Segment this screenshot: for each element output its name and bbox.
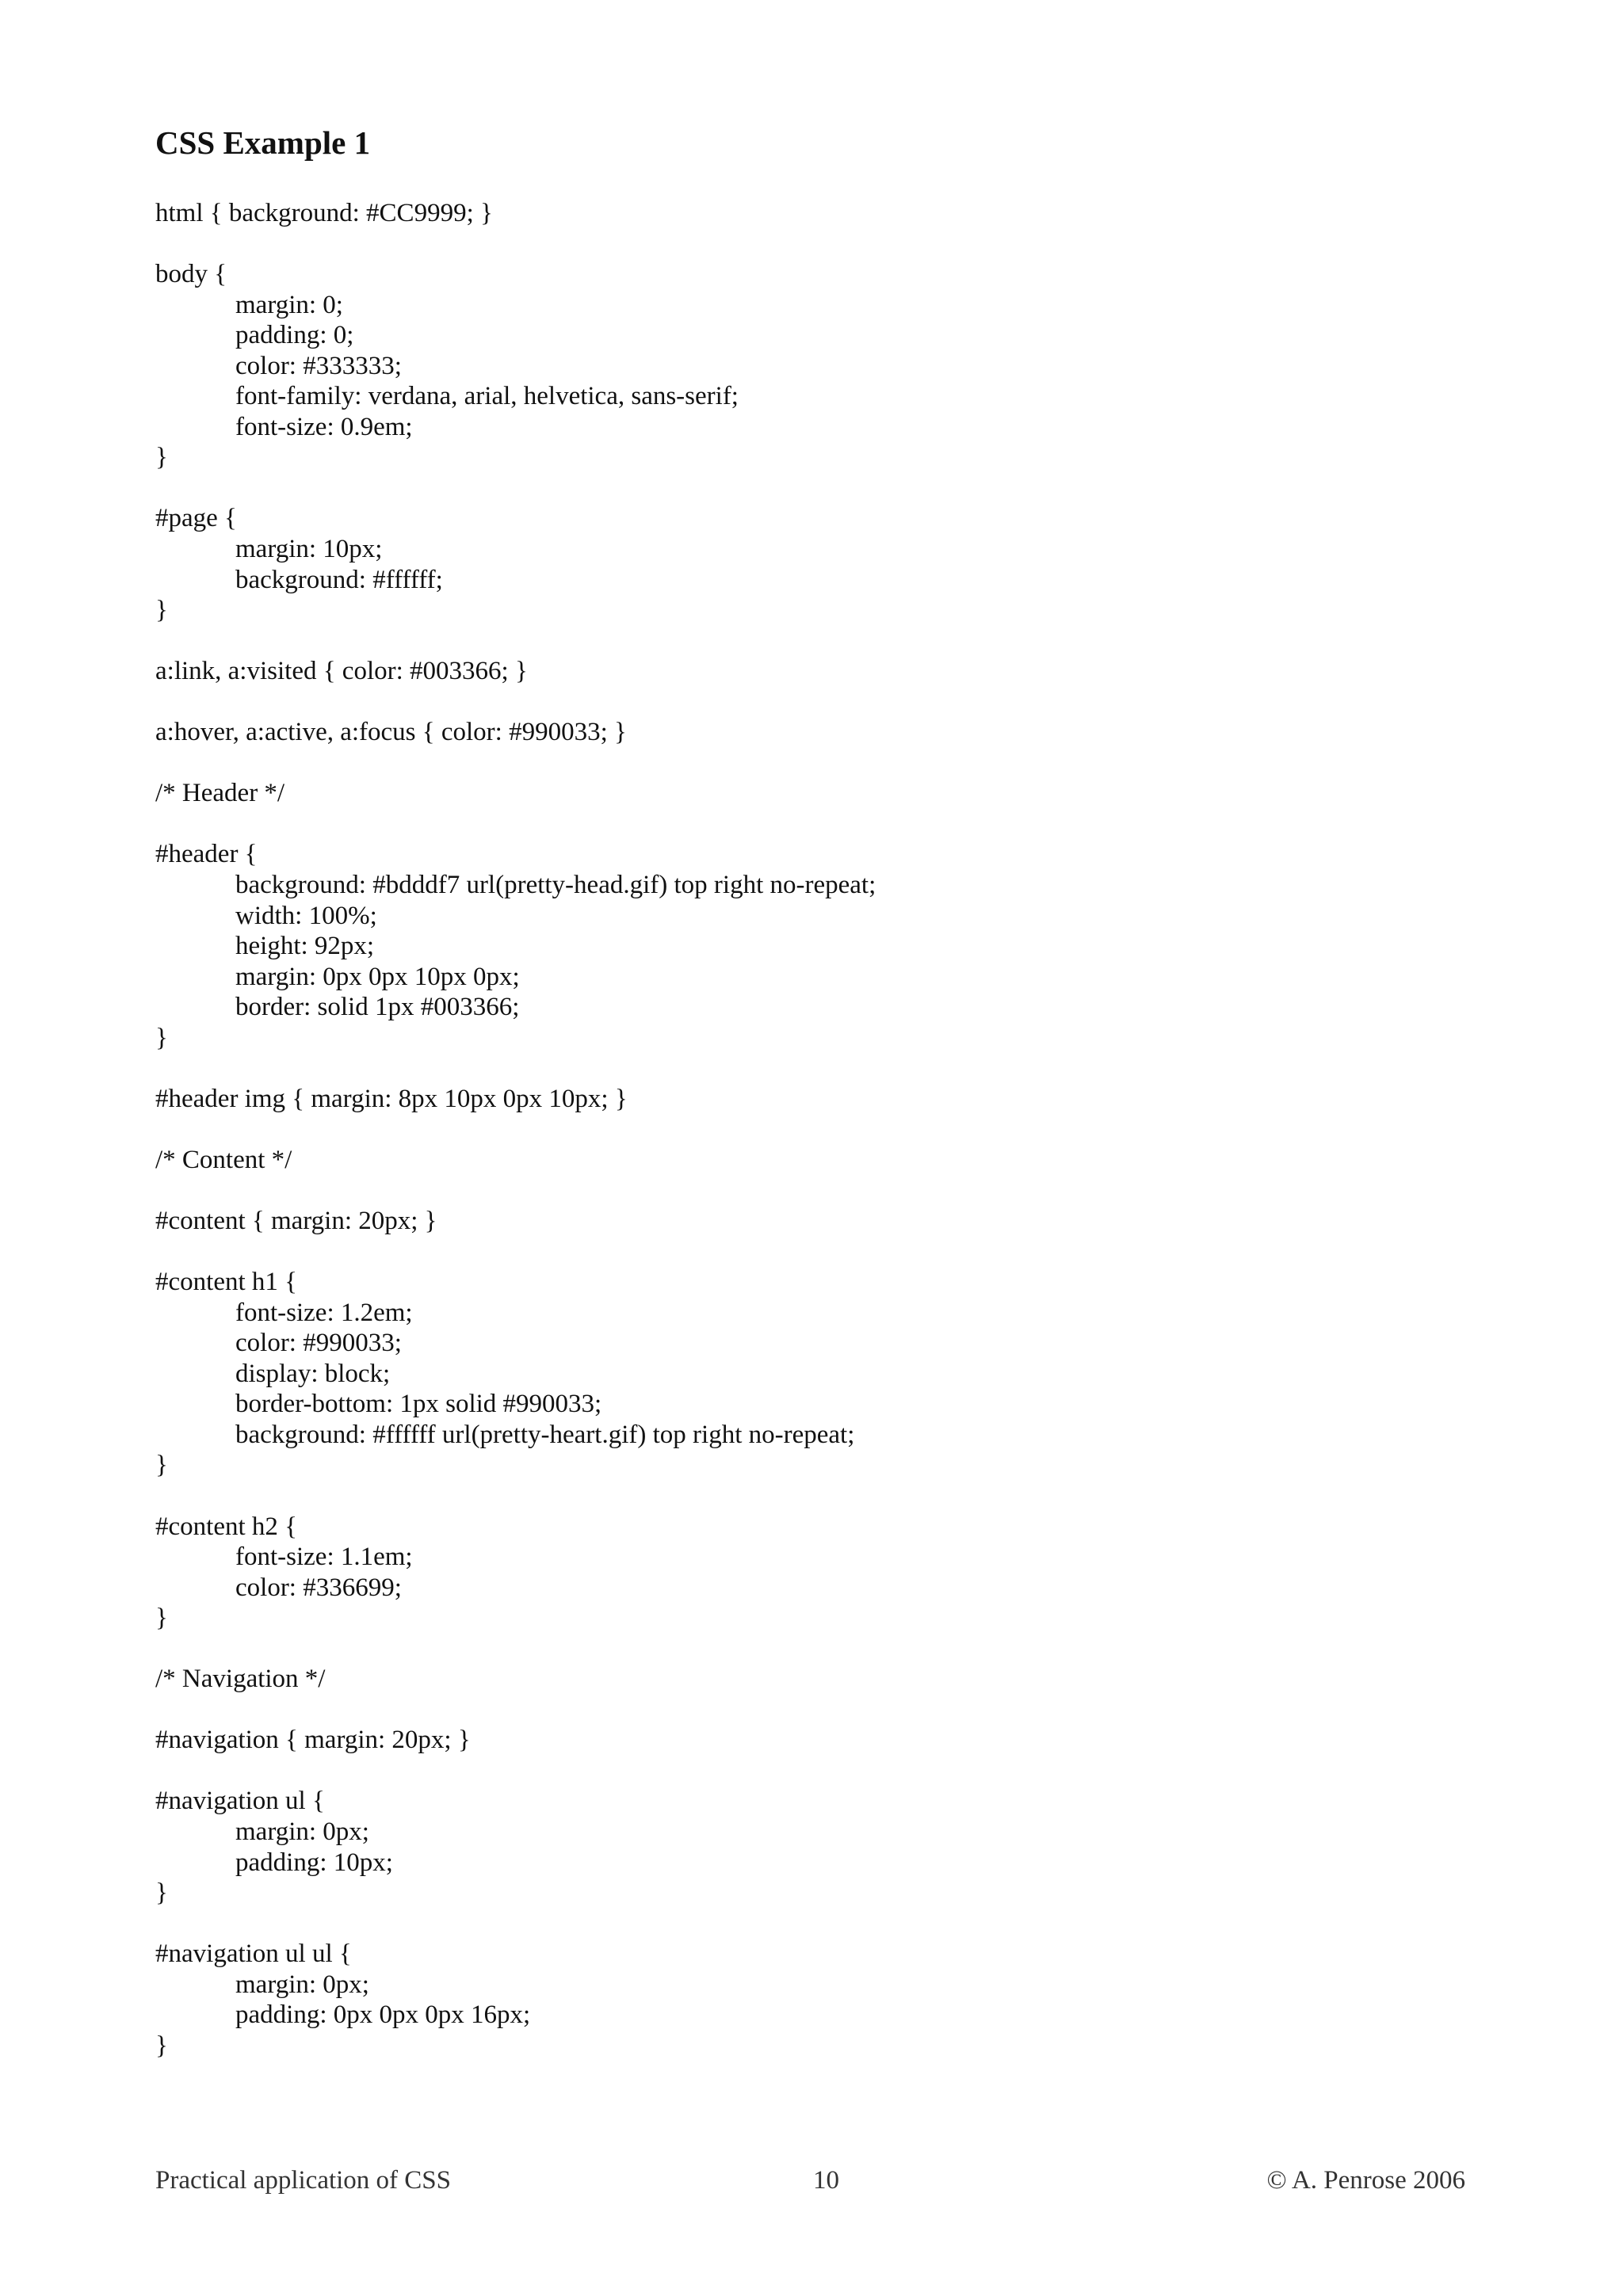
code-blank-line [155,1114,1503,1145]
code-line: /* Header */ [155,779,285,808]
code-line: #page { [155,504,237,533]
code-line: padding: 10px; [235,1848,393,1877]
page-title: CSS Example 1 [155,124,371,161]
code-line: a:link, a:visited { color: #003366; } [155,657,528,686]
code-line: height: 92px; [235,932,375,961]
code-line: /* Navigation */ [155,1665,326,1694]
code-line: html { background: #CC9999; } [155,199,493,227]
footer-document-title: Practical application of CSS [155,2166,452,2195]
code-line: margin: 0; [235,290,343,319]
code-line: color: #990033; [235,1329,402,1358]
code-line: font-size: 1.1em; [235,1543,413,1572]
code-line: font-size: 1.2em; [235,1298,413,1327]
code-line: #content h1 { [155,1268,297,1297]
code-line: background: #bdddf7 url(pretty-head.gif) top right no-repeat; [235,871,876,900]
code-blank-line [155,473,1503,504]
code-blank-line [155,1053,1503,1084]
code-blank-line [155,809,1503,840]
code-blank-line [155,1756,1503,1787]
code-line: } [155,1451,168,1480]
code-blank-line [155,626,1503,657]
code-line: border: solid 1px #003366; [235,993,520,1022]
code-line: background: #ffffff url(pretty-heart.gif) top right no-repeat; [235,1420,855,1449]
code-line: margin: 0px; [235,1817,369,1846]
code-blank-line [155,1176,1503,1207]
code-blank-line [155,1481,1503,1512]
code-line: width: 100%; [235,901,377,930]
code-line: margin: 0px 0px 10px 0px; [235,962,520,991]
code-line: border-bottom: 1px solid #990033; [235,1390,602,1419]
footer-page-number: 10 [813,2166,839,2195]
code-line: /* Content */ [155,1145,292,1174]
code-line: background: #ffffff; [235,565,443,594]
code-line: #navigation ul { [155,1787,325,1816]
code-blank-line [155,1634,1503,1665]
code-line: a:hover, a:active, a:focus { color: #990033; } [155,718,627,747]
code-blank-line [155,1909,1503,1939]
code-line: } [155,443,168,472]
code-line: padding: 0; [235,321,354,350]
code-line: #navigation { margin: 20px; } [155,1726,471,1755]
code-blank-line [155,687,1503,718]
code-line: #content h2 { [155,1512,297,1541]
code-line: color: #333333; [235,351,402,380]
code-line: body { [155,260,227,289]
code-line: #content { margin: 20px; } [155,1207,437,1236]
code-blank-line [155,1695,1503,1726]
code-line: } [155,2031,168,2060]
code-line: font-size: 0.9em; [235,412,413,441]
code-line: #navigation ul ul { [155,1939,352,1969]
code-blank-line [155,229,1503,260]
code-line: #header { [155,840,258,869]
code-line: } [155,1604,168,1633]
css-code-block [155,198,1503,2061]
code-line: font-family: verdana, arial, helvetica, sans-serif; [235,382,739,411]
code-line: #header img { margin: 8px 10px 0px 10px; } [155,1084,628,1113]
code-line: } [155,1023,168,1052]
code-line: margin: 0px; [235,1970,369,1999]
code-line: } [155,596,168,625]
footer-copyright: © A. Penrose 2006 [1266,2166,1465,2195]
code-line: margin: 10px; [235,535,383,564]
code-line: padding: 0px 0px 0px 16px; [235,2000,531,2030]
code-blank-line [155,748,1503,779]
code-line: display: block; [235,1359,391,1388]
code-line: color: #336699; [235,1573,402,1602]
code-blank-line [155,1237,1503,1268]
code-line: } [155,1878,168,1908]
